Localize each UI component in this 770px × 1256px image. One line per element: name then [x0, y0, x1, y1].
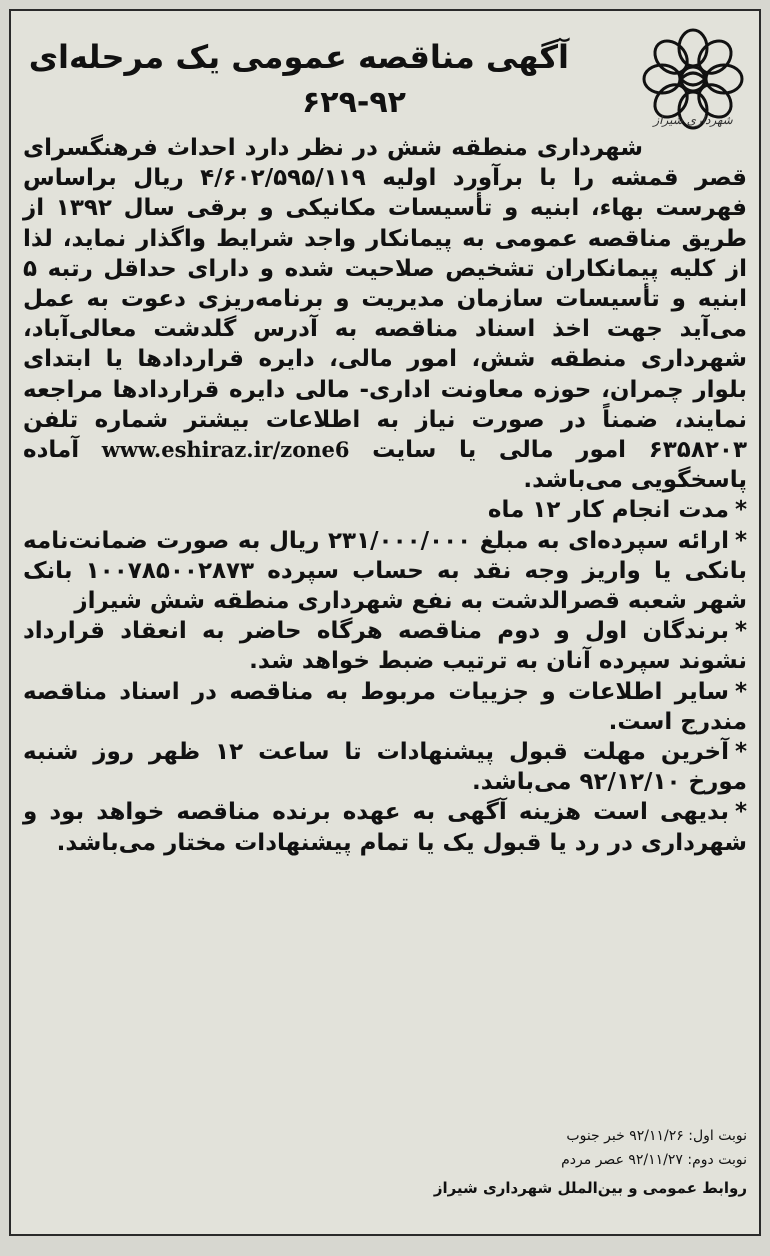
second-publication-date: نوبت دوم: ۹۲/۱۱/۲۷ عصر مردم — [561, 1152, 747, 1168]
intro-paragraph — [23, 133, 747, 495]
bullet-star-icon: * — [734, 527, 747, 554]
bullet-star-icon: * — [734, 497, 747, 524]
notice-title: آگهی مناقصه عمومی یک مرحله‌ای — [28, 38, 569, 76]
bullet-text: ارائه سپرده‌ای به مبلغ ۲۳۱/۰۰۰/۰۰۰ ریال به صورت ضمانت‌نامه بانکی یا واریز وجه نقد به حساب سپرده ۱۰۰۷۸۵۰۰۲۸۷۳ بانک شهر شعبه قصرالدشت به نفع شهرداری منطقه شش شیراز — [23, 527, 747, 615]
bullet-cost — [23, 797, 747, 857]
bullet-text: مدت انجام کار ۱۲ ماه — [487, 497, 729, 524]
bullet-star-icon: * — [734, 799, 747, 826]
bullet-star-icon: * — [734, 739, 747, 766]
bullet-deadline — [23, 737, 747, 797]
bullet-details — [23, 677, 747, 737]
logo-wordmark: شهرداری شیراز — [653, 113, 733, 127]
bullet-star-icon: * — [734, 678, 747, 705]
shiraz-municipality-logo — [639, 27, 747, 139]
public-relations-signature: روابط عمومی و بین‌الملل شهرداری شیراز — [433, 1179, 747, 1197]
bullet-text: بدیهی است هزینه آگهی به عهده برنده مناقصه خواهد بود و شهرداری در رد یا قبول یک یا تمام پیشنهادات مختار می‌باشد. — [23, 799, 747, 856]
notice-body — [23, 133, 747, 858]
website-url: www.eshiraz.ir/zone6 — [101, 437, 350, 463]
bullet-winners — [23, 616, 747, 676]
intro-text: شهرداری منطقه شش در نظر دارد احداث فرهنگسرای قصر قمشه را با برآورد اولیه ۴/۶۰۲/۵۹۵/۱۱۹ ریال براساس فهرست بهاء، ابنیه و تأسیسات مکانیکی و برقی سال ۱۳۹۲ از طریق مناقصه عمومی به پیمانکار واجد شرایط واگذار نماید، لذا از کلیه پیمانکاران تشخیص صلاحیت شده و دارای حداقل رتبه ۵ ابنیه و تأسیسات سازمان مدیریت و برنامه‌ریزی دعوت به عمل می‌آید جهت اخذ اسناد مناقصه به آدرس گلدشت معالی‌آباد، شهرداری منطقه شش، امور مالی، دایره قراردادها یا ابتدای بلوار چمران، حوزه معاونت اداری- مالی دایره قراردادها مراجعه نمایند، ضمناً در صورت نیاز به اطلاعات بیشتر شماره تلفن — [23, 135, 747, 433]
bullet-text: آخرین مهلت قبول پیشنهادات تا ساعت ۱۲ ظهر روز شنبه مورخ ۹۲/۱۲/۱۰ می‌باشد. — [23, 739, 747, 796]
after-phone-text: امور مالی یا سایت — [372, 437, 627, 464]
bullet-star-icon: * — [734, 618, 747, 645]
phone-number: ۶۳۵۸۲۰۳ — [648, 437, 747, 464]
tender-number: ۶۲۹-۹۲ — [301, 85, 406, 120]
tender-notice — [9, 9, 761, 1236]
first-publication-date: نوبت اول: ۹۲/۱۱/۲۶ خبر جنوب — [566, 1128, 747, 1144]
bullet-duration — [23, 495, 747, 525]
closing-text: آماده پاسخگویی می‌باشد. — [23, 437, 747, 494]
bullet-deposit — [23, 526, 747, 617]
bullet-text: برندگان اول و دوم مناقصه هرگاه حاضر به انعقاد قرارداد نشوند سپرده آنان به ترتیب ضبط خواهد شد. — [23, 618, 747, 675]
bullet-text: سایر اطلاعات و جزییات مربوط به مناقصه در اسناد مناقصه مندرج است. — [23, 678, 747, 735]
